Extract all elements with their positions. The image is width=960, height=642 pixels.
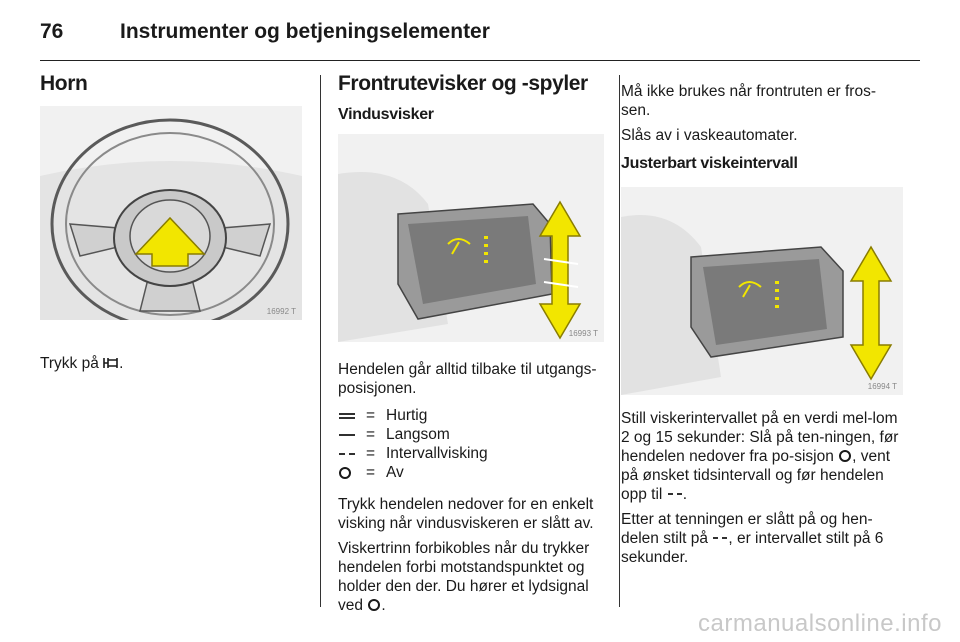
horn-icon xyxy=(103,357,119,369)
horn-instruction: Trykk på . xyxy=(40,355,124,372)
wiper-mode-label: Av xyxy=(386,464,404,481)
interval-lever-figure xyxy=(621,187,903,395)
wiper-mode-label: Intervallvisking xyxy=(386,445,488,462)
watermark: carmanualsonline.info xyxy=(698,610,942,637)
interval-lever-illustration xyxy=(621,187,903,395)
circle-off-icon xyxy=(338,465,354,481)
wiper-lever-figure xyxy=(338,134,604,342)
dashed-line-icon xyxy=(667,489,683,499)
return-paragraph: Hendelen går alltid tilbake til utgangs-posisjonen. xyxy=(338,361,597,397)
single-line-icon xyxy=(338,430,356,440)
header-rule xyxy=(40,60,920,61)
chapter-title: Instrumenter og betjeningselementer xyxy=(120,20,490,43)
wiper-mode-row: = Hurtig xyxy=(338,406,604,425)
circle-off-icon xyxy=(838,449,852,463)
horn-section xyxy=(40,72,302,373)
horn-heading: Horn xyxy=(40,72,88,95)
dashed-line-icon xyxy=(712,533,728,543)
column-divider-1 xyxy=(320,75,321,607)
interval-default-paragraph: Etter at tenningen er slått på og hen-delen stilt på , er intervallet stilt på 6 sekunder. xyxy=(621,511,884,566)
interval-figure-code: 16994 T xyxy=(867,382,897,391)
steering-wheel-illustration xyxy=(40,106,302,320)
circle-off-icon xyxy=(367,598,381,612)
wiper-mode-row: = Intervallvisking xyxy=(338,444,604,463)
interval-subheading: Justerbart viskeintervall xyxy=(621,155,798,172)
double-line-icon xyxy=(338,411,356,421)
wiper-section xyxy=(338,72,604,615)
column-divider-2 xyxy=(619,75,620,607)
page-header xyxy=(40,20,490,48)
wiper-mode-table xyxy=(338,406,604,482)
interval-section xyxy=(621,72,903,567)
wiper-mode-row: = Langsom xyxy=(338,425,604,444)
frost-warning: Må ikke brukes når frontruten er fros-sen. xyxy=(621,83,876,119)
wiper-subheading: Vindusvisker xyxy=(338,106,434,123)
single-wipe-paragraph: Trykk hendelen nedover for en enkelt visking når vindusviskeren er slått av. xyxy=(338,496,594,532)
wiper-mode-label: Hurtig xyxy=(386,407,428,424)
horn-figure xyxy=(40,106,302,320)
wiper-heading: Frontrutevisker og -spyler xyxy=(338,72,588,95)
page-number: 76 xyxy=(40,20,64,43)
wiper-mode-label: Langsom xyxy=(386,426,450,443)
dashed-line-icon xyxy=(338,449,356,459)
skip-stage-paragraph: Viskertrinn forbikobles når du trykker hendelen forbi motstandspunktet og holder den der. Du hører et lydsignal ved . xyxy=(338,540,590,614)
carwash-warning: Slås av i vaskeautomater. xyxy=(621,127,798,144)
wiper-figure-code: 16993 T xyxy=(568,329,598,338)
wiper-lever-illustration xyxy=(338,134,604,342)
interval-set-paragraph: Still viskerintervallet på en verdi mel-lom 2 og 15 sekunder: Slå på ten-ningen, før hendelen nedover fra po-sisjon , vent på ønsket tidsintervall og før hendelen opp til . xyxy=(621,410,899,503)
wiper-mode-row: = Av xyxy=(338,463,604,482)
horn-figure-code: 16992 T xyxy=(266,307,296,316)
